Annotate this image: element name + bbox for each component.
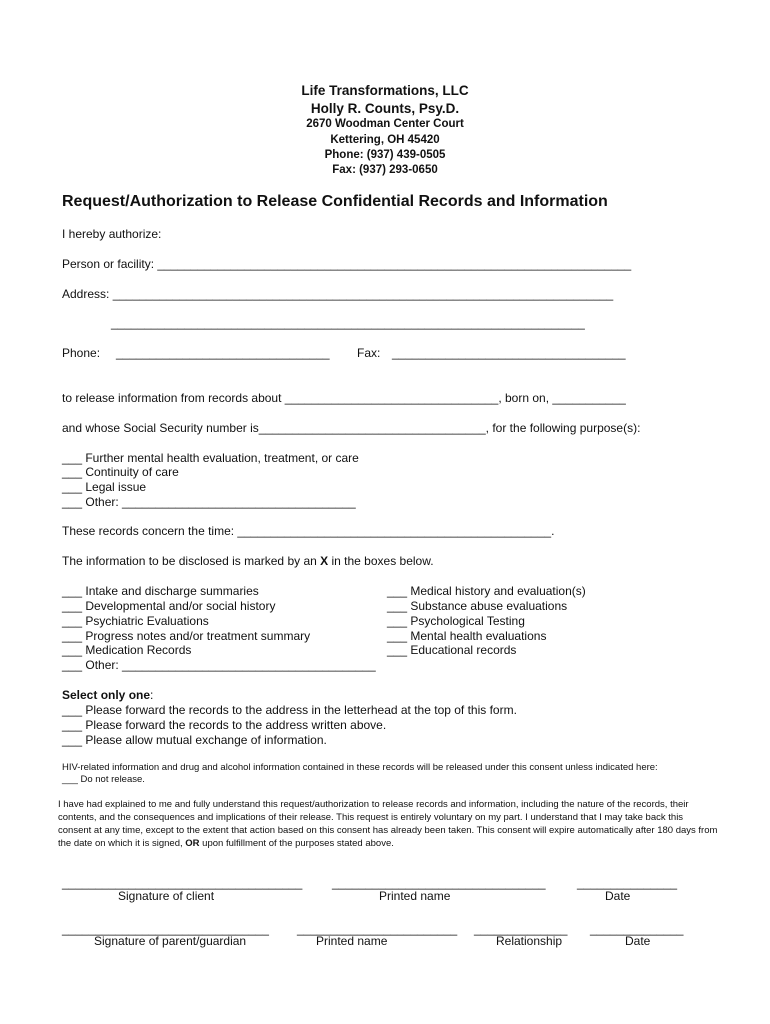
guardian-signature-line: _______________________________ [62, 922, 269, 936]
person-facility-field: Person or facility: _______________________________________________________________________ [62, 257, 632, 271]
authorize-text: I hereby authorize: [62, 227, 162, 241]
phone-label: Phone: [62, 346, 101, 360]
purpose-item: ___ Further mental health evaluation, treatment, or care [62, 451, 359, 465]
printed-name-label: Printed name [316, 934, 388, 948]
date-label: Date [605, 889, 631, 903]
street-address: 2670 Woodman Center Court [306, 118, 464, 130]
address-field-line2: _______________________________________________________________________ [111, 316, 585, 330]
purpose-item: ___ Other: ___________________________________ [62, 495, 356, 509]
select-option: ___ Please forward the records to the address in the letterhead at the top of this form. [62, 703, 517, 717]
select-heading-colon: : [150, 688, 154, 702]
info-item: ___ Intake and discharge summaries [62, 584, 259, 598]
guardian-date-line: ______________ [590, 922, 684, 936]
ssn-line: and whose Social Security number is__________________________________, for the following purpose(s): [62, 421, 641, 435]
info-item: ___ Other: ______________________________________ [62, 658, 376, 672]
doctor-name: Holly R. Counts, Psy.D. [310, 101, 460, 116]
hiv-notice: HIV-related information and drug and alcohol information contained in these records will be released under this consent unless indicated here: [62, 762, 658, 773]
letterhead-fax: Fax: (937) 293-0650 [332, 164, 438, 176]
page-title: Request/Authorization to Release Confidential Records and Information [62, 193, 608, 210]
fax-label: Fax: [357, 346, 381, 360]
info-item: ___ Psychological Testing [387, 614, 525, 628]
disclosed-instruction [62, 554, 434, 568]
select-option: ___ Please forward the records to the address written above. [62, 718, 387, 732]
disclosed-text: The information to be disclosed is marked by an [62, 554, 321, 568]
consent-or: OR [185, 838, 200, 849]
select-heading-text: Select only one [62, 688, 151, 702]
guardian-printed-name-line: ________________________ [297, 922, 458, 936]
info-item: ___ Substance abuse evaluations [387, 599, 568, 613]
consent-text: upon fulfillment of the purposes stated above. [199, 838, 394, 849]
printed-name-label: Printed name [379, 889, 451, 903]
company-name: Life Transformations, LLC [301, 83, 469, 98]
info-item: ___ Medication Records [62, 643, 192, 657]
select-option: ___ Please allow mutual exchange of information. [62, 733, 327, 747]
select-heading [62, 688, 153, 702]
consent-text: I have had explained to me and fully understand this request/authorization to release records and information, including the nature of the records, their contents, and the consequences and implications of their release. This request is entirely voluntary on my part. I understand that I may take back this consent at any time, except to the extent that action based on this consent has already been taken. This consent will expire automatically after 180 days from the date on which it is signed, [58, 799, 718, 849]
relationship-line: ______________ [474, 922, 568, 936]
purpose-item: ___ Legal issue [62, 480, 147, 494]
purpose-item: ___ Continuity of care [62, 465, 179, 479]
disclosed-mark: X [320, 554, 329, 568]
records-time-line: These records concern the time: _______________________________________________. [62, 524, 555, 538]
signature-of-parent-label: Signature of parent/guardian [94, 934, 247, 948]
relationship-label: Relationship [496, 934, 563, 948]
phone-field: ________________________________ [116, 346, 330, 360]
consent-paragraph [58, 798, 718, 850]
client-printed-name-line: ________________________________ [332, 876, 546, 890]
info-item: ___ Psychiatric Evaluations [62, 614, 209, 628]
address-field-line1: Address: ___________________________________________________________________________ [62, 287, 614, 301]
info-item: ___ Medical history and evaluation(s) [387, 584, 586, 598]
signature-of-client-label: Signature of client [118, 889, 215, 903]
hiv-do-not-release: ___ Do not release. [62, 774, 145, 785]
client-date-line: _______________ [577, 876, 678, 890]
fax-field: ___________________________________ [392, 346, 626, 360]
info-item: ___ Developmental and/or social history [62, 599, 276, 613]
city-address: Kettering, OH 45420 [330, 134, 440, 146]
release-from-line: to release information from records about ________________________________, born on, ___________ [62, 391, 626, 405]
info-item: ___ Progress notes and/or treatment summary [62, 629, 311, 643]
info-item: ___ Educational records [387, 643, 517, 657]
info-item: ___ Mental health evaluations [387, 629, 547, 643]
disclosed-text: in the boxes below. [328, 554, 434, 568]
date-label: Date [625, 934, 651, 948]
client-signature-line: ____________________________________ [62, 876, 303, 890]
letterhead-phone: Phone: (937) 439-0505 [324, 149, 446, 161]
